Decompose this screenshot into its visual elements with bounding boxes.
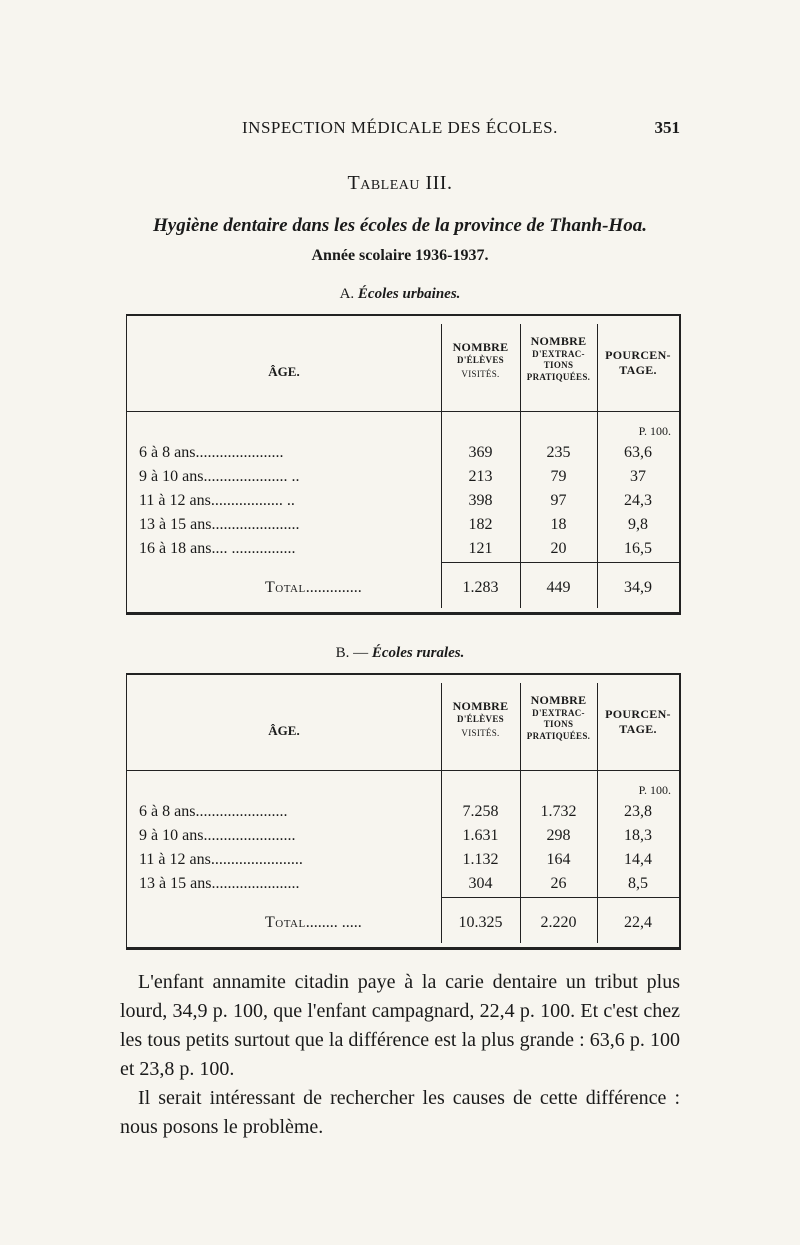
table-row xyxy=(127,803,679,827)
total-label-cell: Total........ ..... xyxy=(265,914,362,931)
unit-label: P. 100. xyxy=(638,783,671,797)
extractions-total: 449 xyxy=(546,579,571,596)
section-a-title xyxy=(0,286,800,303)
eleves-total: 10.325 xyxy=(458,914,503,931)
table-row xyxy=(127,444,679,468)
age-cell: 9 à 10 ans..................... .. xyxy=(139,468,300,485)
age-cell: 13 à 15 ans...................... xyxy=(139,875,300,892)
section-a-letter: A. xyxy=(339,286,355,302)
pourcentage-cell: 63,6 xyxy=(624,444,652,461)
header-eleves: NOMBRE D'ÉLÈVES VISITÉS. xyxy=(452,340,509,380)
eleves-cell: 1.631 xyxy=(462,827,499,844)
table-row xyxy=(127,851,679,875)
running-head xyxy=(120,118,680,144)
unit-label: P. 100. xyxy=(638,424,671,438)
eleves-cell: 304 xyxy=(468,875,493,892)
table-caption: Hygiène dentaire dans les écoles de la province de Thanh-Hoa. xyxy=(153,215,647,236)
section-a-name: Écoles urbaines. xyxy=(357,286,461,302)
table-row xyxy=(127,468,679,492)
pourcentage-cell: 18,3 xyxy=(624,827,652,844)
header-rule xyxy=(127,770,679,771)
section-b-title xyxy=(0,645,800,662)
header-pourcentage: POURCEN- TAGE. xyxy=(605,707,671,736)
pourcentage-cell: 8,5 xyxy=(628,875,648,892)
age-cell: 6 à 8 ans...................... xyxy=(139,444,284,461)
table-row xyxy=(127,540,679,564)
extractions-cell: 164 xyxy=(546,851,571,868)
header-age: ÂGE. xyxy=(268,723,300,738)
age-cell: 9 à 10 ans....................... xyxy=(139,827,296,844)
table-row xyxy=(127,875,679,899)
header-age: ÂGE. xyxy=(268,364,300,379)
age-cell: 16 à 18 ans.... ................ xyxy=(139,540,296,557)
header-extractions: NOMBRE D'EXTRAC- TIONS PRATIQUÉES. xyxy=(526,334,591,382)
total-row xyxy=(127,579,679,603)
table-row xyxy=(127,492,679,516)
extractions-cell: 20 xyxy=(550,540,567,557)
paragraph: Il serait intéressant de rechercher les causes de cette différence : nous posons le problème. xyxy=(120,1087,680,1138)
header-eleves: NOMBRE D'ÉLÈVES VISITÉS. xyxy=(452,699,509,739)
age-cell: 11 à 12 ans.................. .. xyxy=(139,492,295,509)
body-text xyxy=(120,968,680,1142)
header-pourcentage: POURCEN- TAGE. xyxy=(605,348,671,377)
paragraph: L'enfant annamite citadin paye à la carie dentaire un tribut plus lourd, 34,9 p. 100, que l'enfant campagnard, 22,4 p. 100. Et c'est chez les tous petits surtout que la différence est la plus grande : 63,6 p. 100 et 23,8 p. 100. xyxy=(120,971,680,1080)
pourcentage-total: 34,9 xyxy=(624,579,652,596)
total-label-cell: Total.............. xyxy=(265,579,362,596)
table-row xyxy=(127,827,679,851)
extractions-cell: 298 xyxy=(546,827,571,844)
page-number: 351 xyxy=(654,118,680,137)
extractions-total: 2.220 xyxy=(540,914,577,931)
eleves-cell: 1.132 xyxy=(462,851,499,868)
extractions-cell: 18 xyxy=(550,516,567,533)
header-extractions: NOMBRE D'EXTRAC- TIONS PRATIQUÉES. xyxy=(526,693,591,741)
section-b-name: Écoles rurales. xyxy=(371,645,465,661)
eleves-cell: 213 xyxy=(468,468,493,485)
table-urban xyxy=(126,314,681,615)
eleves-cell: 182 xyxy=(468,516,493,533)
pourcentage-cell: 24,3 xyxy=(624,492,652,509)
age-cell: 11 à 12 ans....................... xyxy=(139,851,303,868)
pourcentage-total: 22,4 xyxy=(624,914,652,931)
eleves-cell: 121 xyxy=(468,540,493,557)
school-year: Année scolaire 1936-1937. xyxy=(311,247,489,264)
age-cell: 13 à 15 ans...................... xyxy=(139,516,300,533)
eleves-total: 1.283 xyxy=(462,579,499,596)
extractions-cell: 1.732 xyxy=(540,803,577,820)
age-cell: 6 à 8 ans....................... xyxy=(139,803,288,820)
section-b-letter: B. — xyxy=(335,645,369,661)
total-row xyxy=(127,914,679,938)
header-rule xyxy=(127,411,679,412)
pourcentage-cell: 16,5 xyxy=(624,540,652,557)
table-rural xyxy=(126,673,681,950)
extractions-cell: 97 xyxy=(550,492,567,509)
extractions-cell: 79 xyxy=(550,468,567,485)
extractions-cell: 235 xyxy=(546,444,571,461)
pourcentage-cell: 37 xyxy=(630,468,646,485)
eleves-cell: 369 xyxy=(468,444,493,461)
running-title: INSPECTION MÉDICALE DES ÉCOLES. xyxy=(242,118,558,137)
table-row xyxy=(127,516,679,540)
eleves-cell: 398 xyxy=(468,492,493,509)
table-label: Tableau III. xyxy=(347,172,453,194)
pourcentage-cell: 9,8 xyxy=(628,516,648,533)
extractions-cell: 26 xyxy=(550,875,567,892)
pourcentage-cell: 23,8 xyxy=(624,803,652,820)
pourcentage-cell: 14,4 xyxy=(624,851,652,868)
eleves-cell: 7.258 xyxy=(462,803,499,820)
